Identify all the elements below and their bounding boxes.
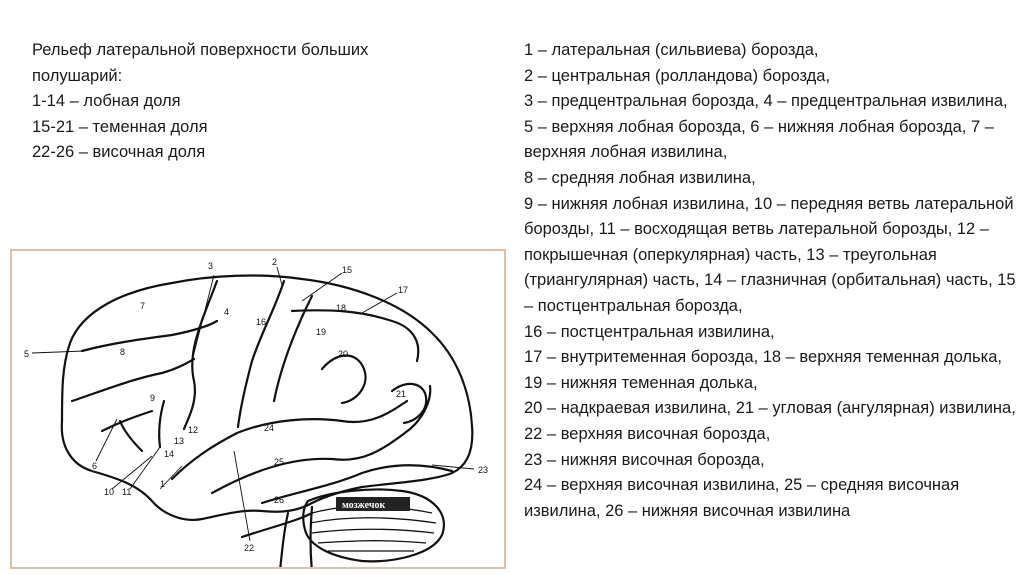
lateral-fissure xyxy=(172,401,407,479)
frontal-gyrus-line xyxy=(102,411,152,431)
hemisphere-outline xyxy=(62,276,473,520)
cerebellum-label: мозжечок xyxy=(342,500,386,511)
cerebellum-folium xyxy=(318,541,426,543)
label-8: 8 xyxy=(120,347,126,357)
superior-temporal-sulcus xyxy=(212,386,430,493)
caption-line: 15-21 – теменная доля xyxy=(32,117,208,136)
label-10: 10 xyxy=(104,487,115,497)
inferior-frontal-sulcus xyxy=(72,359,194,401)
caption-line: полушарий: xyxy=(32,66,123,85)
cerebellum-folium xyxy=(312,529,434,533)
brain-drawing xyxy=(12,251,506,569)
label-6: 6 xyxy=(92,461,98,471)
central-sulcus xyxy=(238,281,284,427)
label-5: 5 xyxy=(24,349,30,359)
precentral-sulcus xyxy=(184,281,217,429)
cerebellum-folium xyxy=(310,518,436,523)
legend-text: 1 – латеральная (сильвиева) борозда, 2 – центральная (ролландова) борозда, 3 – предцентральная борозда, 4 – предцентральная извилина, 5 – верхняя лобная борозда, 6 – нижняя лобная борозда, 7 – верхняя лобная извилина, 8 – средняя лобная извилина, 9 – нижняя лобная извилина, 10 – передняя ветвь латеральной борозды, 11 – восходящая ветвь латеральной борозды, 12 – покрышечная (оперкулярная) часть, 13 – треугольная (триангулярная) часть, 14 – глазничная (орбитальная) часть, 15 – постцентральная борозда, 16 – постцентральная извилина, 17 – внутритеменная борозда, 18 – верхняя теменная долька, 19 – нижняя теменная долька, 20 – надкраевая извилина, 21 – угловая (ангулярная) извилина, 22 – верхняя височная борозда, 23 – нижняя височная борозда, 24 – верхняя височная извилина, 25 – средняя височная извилина, 26 – нижняя височная извилина xyxy=(524,41,1016,520)
caption-line: 1-14 – лобная доля xyxy=(32,92,181,110)
label-19: 19 xyxy=(316,327,327,337)
caption-block xyxy=(32,38,452,166)
label-11: 11 xyxy=(122,487,132,497)
label-13: 13 xyxy=(174,436,185,446)
label-20: 20 xyxy=(338,349,349,359)
label-17: 17 xyxy=(398,285,409,295)
label-16: 16 xyxy=(256,317,267,327)
caption-line: 22-26 – височная доля xyxy=(32,143,206,161)
label-24: 24 xyxy=(264,423,275,433)
label-26: 26 xyxy=(274,495,285,505)
supramarginal-loop xyxy=(322,356,365,404)
label-7: 7 xyxy=(140,301,146,311)
label-9: 9 xyxy=(150,393,156,403)
label-22: 22 xyxy=(244,543,255,553)
ascending-ramus xyxy=(159,401,164,447)
label-18: 18 xyxy=(336,303,347,313)
label-15: 15 xyxy=(342,265,353,275)
intraparietal-sulcus xyxy=(292,310,418,361)
label-2: 2 xyxy=(272,257,278,267)
label-25: 25 xyxy=(274,457,285,467)
brain-illustration xyxy=(10,249,506,569)
label-14: 14 xyxy=(164,449,175,459)
label-1: 1 xyxy=(160,479,166,489)
caption-line: Рельеф латеральной поверхности больших xyxy=(32,41,369,59)
temporal-gyrus-line xyxy=(242,513,312,537)
label-21: 21 xyxy=(396,389,407,399)
label-3: 3 xyxy=(208,261,214,271)
anterior-ramus xyxy=(120,421,142,451)
label-12: 12 xyxy=(188,425,199,435)
label-4: 4 xyxy=(224,307,230,317)
label-23: 23 xyxy=(478,465,489,475)
